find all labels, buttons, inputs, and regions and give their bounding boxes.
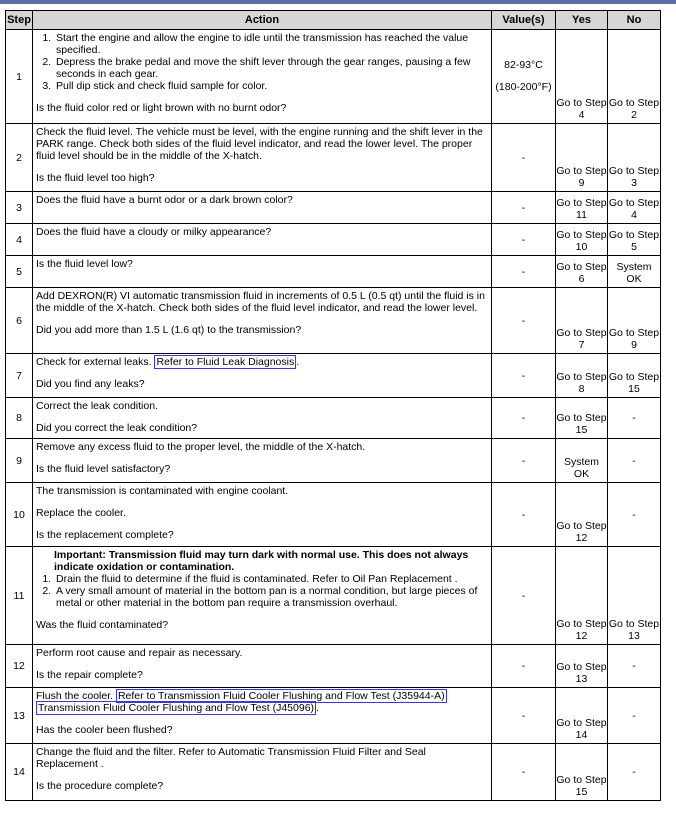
yes-cell[interactable]: Go to Step 10	[556, 224, 608, 256]
step-number: 14	[6, 744, 33, 801]
action-text-lead: Check for external leaks.	[36, 356, 152, 368]
value-cell: -	[492, 256, 556, 288]
value-cell	[492, 30, 556, 124]
action-text: Check the fluid level. The vehicle must be level, with the engine running and the shift lever in the PARK range. Check both sides of the fluid level indicator, and read the lower level. The proper fluid level should be in the middle of the X-hatch.	[36, 126, 483, 162]
cooler-flush-j45096-link[interactable]: Transmission Fluid Cooler Flushing and Flow Test (J45096)	[38, 702, 315, 714]
table-row	[6, 688, 661, 744]
action-text: Remove any excess fluid to the proper level, the middle of the X-hatch.	[36, 441, 366, 453]
fluid-leak-diagnosis-link[interactable]: Refer to Fluid Leak Diagnosis	[156, 356, 295, 368]
action-cell	[33, 645, 492, 688]
question: Did you add more than 1.5 L (1.6 qt) to the transmission?	[36, 324, 302, 336]
no-cell[interactable]: System OK	[608, 256, 661, 288]
question: Is the repair complete?	[36, 669, 143, 681]
list-item: 2. Depress the brake pedal and move the shift lever through the gear ranges, pausing a few seconds in each gear.	[54, 56, 488, 80]
value-cell: -	[492, 288, 556, 354]
header-yes: Yes	[556, 11, 608, 30]
value-cell: -	[492, 645, 556, 688]
yes-cell[interactable]: Go to Step 7	[556, 288, 608, 354]
yes-cell[interactable]: Go to Step 12	[556, 547, 608, 645]
value-cell: -	[492, 124, 556, 192]
step-number: 7	[6, 354, 33, 398]
table-row	[6, 483, 661, 547]
list-item: 2. A very small amount of material in the bottom pan is a normal condition, but large pieces of metal or other material in the bottom pan require a transmission overhaul.	[54, 585, 488, 609]
no-cell[interactable]: Go to Step 4	[608, 192, 661, 224]
value-cell: -	[492, 192, 556, 224]
action-cell	[33, 224, 492, 256]
yes-cell[interactable]: Go to Step 6	[556, 256, 608, 288]
action-text-line2	[36, 702, 488, 714]
action-list	[36, 573, 488, 609]
no-cell[interactable]: Go to Step 3	[608, 124, 661, 192]
action-text: Perform root cause and repair as necessary.	[36, 647, 243, 659]
yes-cell[interactable]: System OK	[556, 439, 608, 483]
top-bar	[0, 0, 676, 4]
question: Did you find any leaks?	[36, 378, 145, 390]
list-item: 3. Pull dip stick and check fluid sample for color.	[54, 80, 488, 92]
action-text-tail: .	[316, 702, 319, 714]
question: Is the fluid color red or light brown with no burnt odor?	[36, 102, 287, 114]
question: Is the replacement complete?	[36, 529, 174, 541]
table-row	[6, 256, 661, 288]
table-row	[6, 224, 661, 256]
step-number: 11	[6, 547, 33, 645]
yes-cell[interactable]: Go to Step 15	[556, 398, 608, 439]
question: Did you correct the leak condition?	[36, 422, 198, 434]
step-number: 3	[6, 192, 33, 224]
value-cell: -	[492, 688, 556, 744]
value-cell: -	[492, 398, 556, 439]
value-cell: -	[492, 483, 556, 547]
table-row	[6, 354, 661, 398]
question: Is the fluid level too high?	[36, 172, 155, 184]
no-cell: -	[608, 645, 661, 688]
yes-cell[interactable]: Go to Step 8	[556, 354, 608, 398]
no-cell: -	[608, 483, 661, 547]
action-text-lead: Flush the cooler.	[36, 690, 114, 702]
list-item: 1. Drain the fluid to determine if the fluid is contaminated. Refer to Oil Pan Replacement .	[54, 573, 488, 585]
step-number: 6	[6, 288, 33, 354]
step-number: 9	[6, 439, 33, 483]
step-number: 8	[6, 398, 33, 439]
action-text: Correct the leak condition.	[36, 400, 158, 412]
value-fahrenheit: (180-200°F)	[495, 81, 552, 93]
table-row	[6, 547, 661, 645]
action-cell	[33, 398, 492, 439]
no-cell[interactable]: Go to Step 15	[608, 354, 661, 398]
value-cell: -	[492, 547, 556, 645]
header-value: Value(s)	[492, 11, 556, 30]
action-text: Add DEXRON(R) VI automatic transmission fluid in increments of 0.5 L (0.5 qt) until the fluid is in the middle of the X-hatch. Check both sides of the fluid level indicator, and read the lower level.	[36, 290, 485, 314]
yes-cell[interactable]: Go to Step 15	[556, 744, 608, 801]
value-cell: -	[492, 224, 556, 256]
action-cell	[33, 744, 492, 801]
diagnostic-table	[5, 10, 661, 801]
no-cell: -	[608, 744, 661, 801]
question: Was the fluid contaminated?	[36, 619, 169, 631]
action-text: Does the fluid have a burnt odor or a dark brown color?	[36, 194, 293, 206]
value-cell: -	[492, 744, 556, 801]
header-no: No	[608, 11, 661, 30]
action-text: The transmission is contaminated with engine coolant.	[36, 485, 289, 497]
step-number: 2	[6, 124, 33, 192]
yes-cell[interactable]: Go to Step 12	[556, 483, 608, 547]
step-number: 13	[6, 688, 33, 744]
action-cell	[33, 547, 492, 645]
action-text	[36, 356, 488, 368]
no-cell[interactable]: Go to Step 9	[608, 288, 661, 354]
action-text-tail: .	[296, 356, 300, 368]
no-cell[interactable]: Go to Step 2	[608, 30, 661, 124]
no-cell: -	[608, 688, 661, 744]
important-note: Important: Transmission fluid may turn dark with normal use. This does not always indicate oxidation or contamination.	[54, 549, 469, 573]
step-number: 5	[6, 256, 33, 288]
action-cell	[33, 256, 492, 288]
step-number: 10	[6, 483, 33, 547]
step-number: 1	[6, 30, 33, 124]
table-row	[6, 124, 661, 192]
header-row	[6, 11, 661, 30]
table-row	[6, 398, 661, 439]
action-cell	[33, 288, 492, 354]
no-cell: -	[608, 439, 661, 483]
action-text-2: Replace the cooler.	[36, 507, 126, 519]
action-text: Change the fluid and the filter. Refer to Automatic Transmission Fluid Filter and Seal Replacement .	[36, 746, 426, 770]
action-list	[36, 32, 488, 92]
yes-cell[interactable]: Go to Step 13	[556, 645, 608, 688]
table-row	[6, 744, 661, 801]
value-celsius: 82-93°C	[504, 59, 543, 71]
question: Has the cooler been flushed?	[36, 724, 173, 736]
action-cell	[33, 192, 492, 224]
no-cell[interactable]: Go to Step 13	[608, 547, 661, 645]
header-step: Step	[6, 11, 33, 30]
yes-cell[interactable]: Go to Step 11	[556, 192, 608, 224]
action-cell	[33, 483, 492, 547]
step-number: 4	[6, 224, 33, 256]
action-cell	[33, 124, 492, 192]
action-text: Is the fluid level low?	[36, 258, 133, 270]
action-text: Does the fluid have a cloudy or milky appearance?	[36, 226, 272, 238]
table-row	[6, 288, 661, 354]
value-cell: -	[492, 354, 556, 398]
question: Is the procedure complete?	[36, 780, 164, 792]
step-number: 12	[6, 645, 33, 688]
table-row	[6, 192, 661, 224]
yes-cell[interactable]: Go to Step 14	[556, 688, 608, 744]
yes-cell[interactable]: Go to Step 4	[556, 30, 608, 124]
no-cell[interactable]: Go to Step 5	[608, 224, 661, 256]
value-cell: -	[492, 439, 556, 483]
list-item: 1. Start the engine and allow the engine to idle until the transmission has reached the value specified.	[54, 32, 488, 56]
table-row	[6, 30, 661, 124]
question: Is the fluid level satisfactory?	[36, 463, 171, 475]
header-action: Action	[33, 11, 492, 30]
table-row	[6, 645, 661, 688]
no-cell: -	[608, 398, 661, 439]
action-cell	[33, 354, 492, 398]
cooler-flush-j35944-link[interactable]: Refer to Transmission Fluid Cooler Flushing and Flow Test (J35944-A)	[117, 690, 445, 702]
table-row	[6, 439, 661, 483]
action-cell	[33, 688, 492, 744]
action-cell	[33, 439, 492, 483]
yes-cell[interactable]: Go to Step 9	[556, 124, 608, 192]
action-cell	[33, 30, 492, 124]
